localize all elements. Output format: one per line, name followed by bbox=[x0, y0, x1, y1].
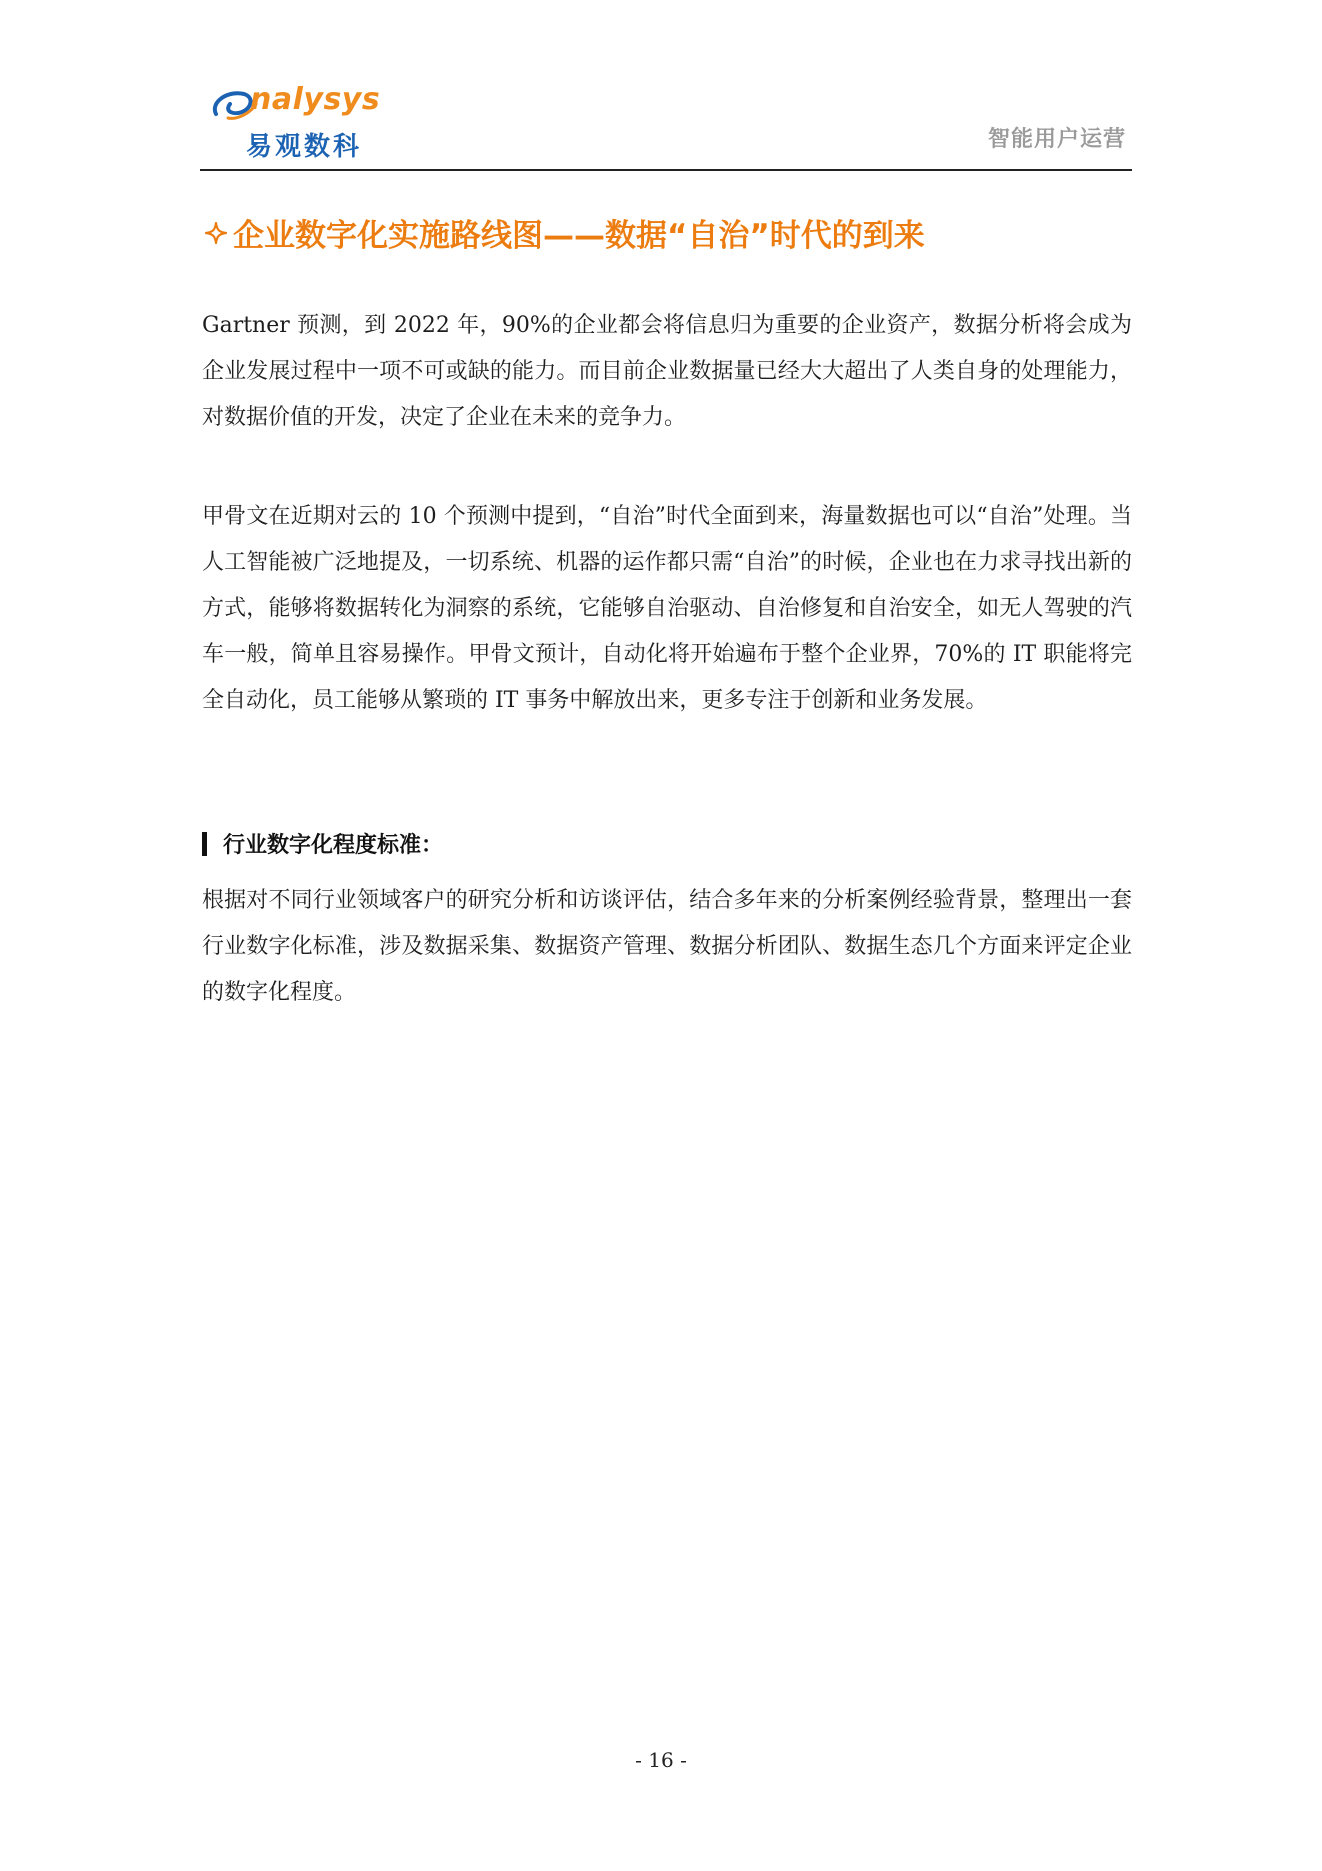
page-header bbox=[200, 78, 1132, 170]
subsection-heading bbox=[202, 828, 443, 859]
page-number: - 16 - bbox=[635, 1748, 687, 1772]
section-title bbox=[205, 210, 925, 255]
subsection-heading-text: 行业数字化程度标准： bbox=[223, 833, 444, 858]
diamond-sparkle-icon bbox=[205, 222, 227, 244]
logo-word: nalysys bbox=[250, 82, 381, 117]
paragraph-standard: 根据对不同行业领域客户的研究分析和访谈评估，结合多年来的分析案例经验背景，整理出一套行业数字化标准，涉及数据采集、数据资产管理、数据分析团队、数据生态几个方面来评定企业的数字化程度。 bbox=[202, 888, 1132, 1005]
header-section-title: 智能用户运营 bbox=[987, 127, 1126, 152]
paragraph-gartner: Gartner 预测，到 2022 年，90%的企业都会将信息归为重要的企业资产，数据分析将会成为企业发展过程中一项不可或缺的能力。而目前企业数据量已经大大超出了人类自身的处理能力，对数据价值的开发，决定了企业在未来的竞争力。 bbox=[202, 313, 1132, 430]
analysys-logo bbox=[208, 82, 408, 166]
heading-bar-marker bbox=[202, 832, 207, 856]
paragraph-oracle: 甲骨文在近期对云的 10 个预测中提到，“自治”时代全面到来，海量数据也可以“自治”处理。当人工智能被广泛地提及，一切系统、机器的运作都只需“自治”的时候，企业也在力求寻找出新的方式，能够将数据转化为洞察的系统，它能够自治驱动、自治修复和自治安全，如无人驾驶的汽车一般，简单且容易操作。甲骨文预计，自动化将开始遍布于整个企业界，70%的 IT 职能将完全自动化，员工能够从繁琐的 IT 事务中解放出来，更多专注于创新和业务发展。 bbox=[202, 504, 1132, 713]
section-title-text: 企业数字化实施路线图——数据“自治”时代的到来 bbox=[233, 218, 925, 254]
logo-chinese-name: 易观数科 bbox=[246, 132, 363, 162]
header-divider bbox=[200, 169, 1132, 171]
